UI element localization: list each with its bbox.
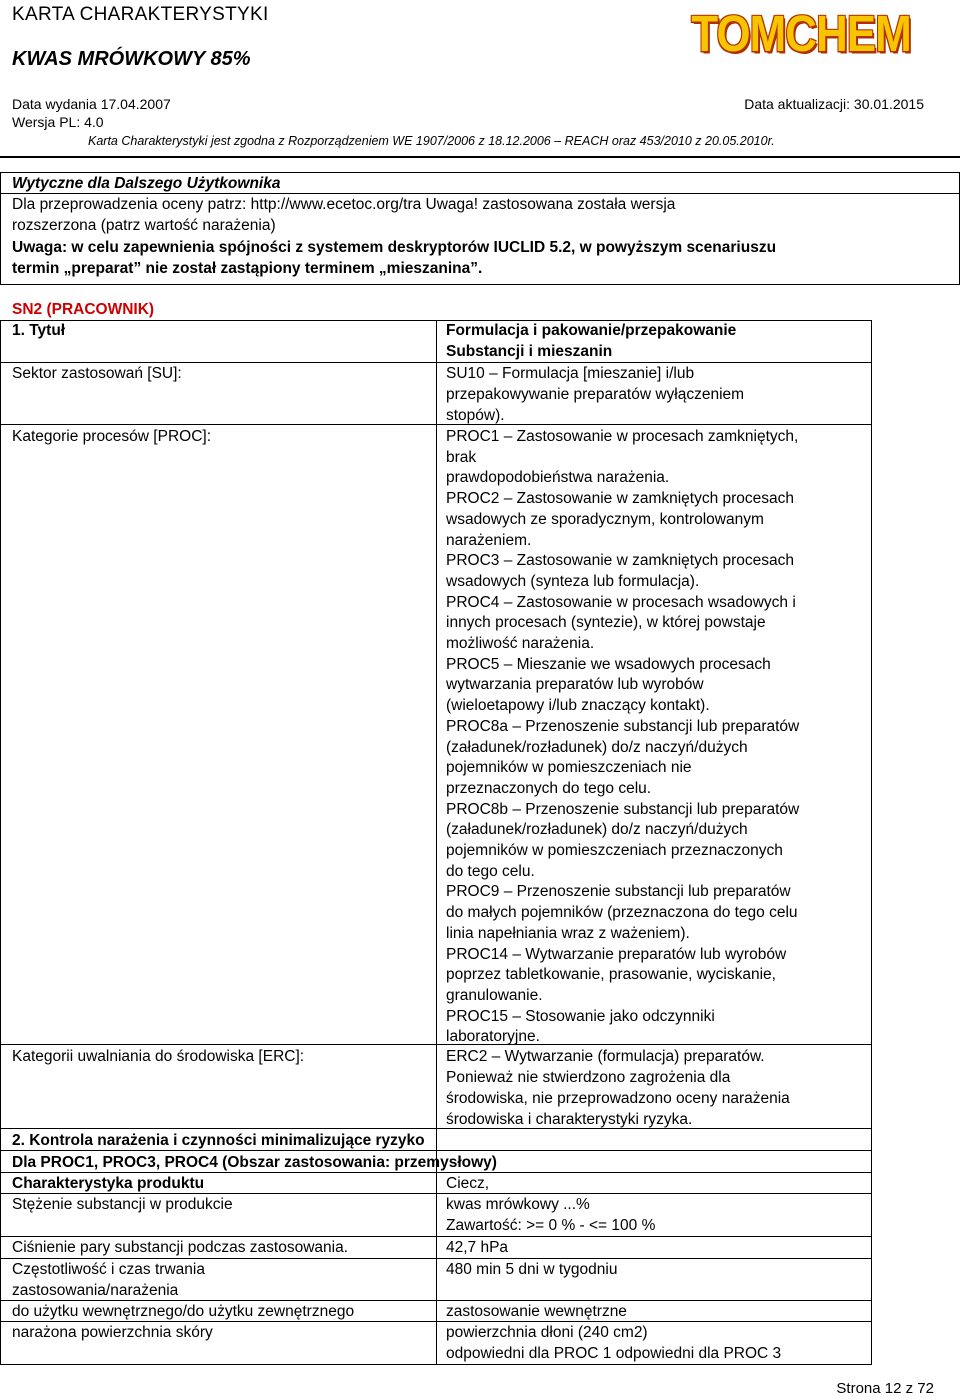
su-label: Sektor zastosowań [SU]: [12, 365, 182, 382]
guidelines-line: Dla przeprowadzenia oceny patrz: http://www.ecetoc.org/tra Uwaga! zastosowana została wersja [12, 196, 676, 213]
row-divider [0, 1044, 872, 1045]
document-type: KARTA CHARAKTERYSTYKI [12, 4, 269, 25]
su-value: przepakowywanie preparatów wyłączeniem [446, 386, 745, 403]
scenario-code: SN2 (PRACOWNIK) [12, 301, 155, 318]
row-value: zastosowanie wewnętrzne [446, 1303, 627, 1320]
page-number: Strona 12 z 72 [836, 1380, 934, 1397]
erc-label: Kategorii uwalniania do środowiska [ERC]: [12, 1048, 305, 1065]
issue-date: Data wydania 17.04.2007 [12, 96, 171, 112]
row-value: odpowiedni dla PROC 1 odpowiedni dla PROC 3 [446, 1345, 782, 1362]
proc-line: możliwość narażenia. [446, 635, 595, 652]
proc-line: PROC9 – Przenoszenie substancji lub preparatów [446, 883, 791, 901]
row-divider [0, 1300, 872, 1301]
proc-line: pojemników w pomieszczeniach przeznaczonych [446, 842, 783, 859]
proc-line: PROC1 – Zastosowanie w procesach zamkniętych, [446, 428, 799, 445]
proc-line: do małych pojemników (przeznaczona do tego celu [446, 904, 798, 922]
update-date: Data aktualizacji: 30.01.2015 [744, 96, 924, 112]
logo-text: TOMCHEM [691, 6, 911, 63]
proc-line: prawdopodobieństwa narażenia. [446, 469, 670, 487]
guidelines-line: rozszerzona (patrz wartość narażenia) [12, 217, 276, 234]
row-divider [0, 1172, 872, 1173]
erc-value: środowiska i charakterystyki ryzyka. [446, 1111, 693, 1128]
row-value: Zawartość: >= 0 % - <= 100 % [446, 1217, 656, 1234]
row-divider [0, 1258, 872, 1259]
proc-line: brak [446, 448, 477, 466]
row-label: Charakterystyka produktu [12, 1175, 205, 1192]
proc-line: PROC3 – Zastosowanie w zamkniętych procesach [446, 552, 795, 570]
proc-line: linia napełniania wraz z ważeniem). [446, 924, 690, 942]
proc-line: laboratoryjne. [446, 1028, 540, 1046]
proc-line: poprzez tabletkowanie, prasowanie, wyciskanie, [446, 966, 776, 984]
proc-line: wsadowych ze sporadycznym, kontrolowanym [446, 510, 764, 528]
row-label: Ciśnienie pary substancji podczas zastosowania. [12, 1239, 349, 1256]
title-value: Formulacja i pakowanie/przepakowanie [446, 322, 737, 339]
proc-line: (załadunek/rozładunek) do/z naczyń/dużych [446, 738, 748, 756]
row-value: powierzchnia dłoni (240 cm2) [446, 1324, 648, 1341]
row-value: Ciecz, [446, 1175, 490, 1192]
row-label: zastosowania/narażenia [12, 1282, 179, 1299]
row-label: narażona powierzchnia skóry [12, 1324, 213, 1341]
proc-line: PROC14 – Wytwarzanie preparatów lub wyrobów [446, 945, 787, 963]
proc-line: wytwarzania preparatów lub wyrobów [446, 676, 704, 694]
proc-line: PROC8a – Przenoszenie substancji lub preparatów [446, 717, 800, 735]
erc-value: ERC2 – Wytwarzanie (formulacja) preparatów. [446, 1048, 765, 1065]
su-value: SU10 – Formulacja [mieszanie] i/lub [446, 365, 695, 382]
erc-value: środowiska, nie przeprowadzono oceny narażenia [446, 1090, 790, 1107]
row-label: Częstotliwość i czas trwania [12, 1261, 205, 1278]
proc-line: (wieloetapowy i/lub znaczący kontakt). [446, 697, 710, 715]
proc-line: PROC8b – Przenoszenie substancji lub preparatów [446, 800, 800, 818]
control-heading: 2. Kontrola narażenia i czynności minimalizujące ryzyko [12, 1132, 425, 1149]
proc-line: PROC5 – Mieszanie we wsadowych procesach [446, 655, 771, 673]
proc-line: PROC15 – Stosowanie jako odczynniki [446, 1007, 715, 1025]
row-divider [0, 1236, 872, 1237]
row-value: 480 min 5 dni w tygodniu [446, 1261, 618, 1278]
proc-line: PROC4 – Zastosowanie w procesach wsadowych i [446, 593, 796, 611]
proc-line: pojemników w pomieszczeniach nie [446, 759, 692, 777]
row-value: kwas mrówkowy ...% [446, 1196, 590, 1213]
row-value: 42,7 hPa [446, 1239, 509, 1256]
proc-line: narażeniem. [446, 531, 532, 549]
proc-line: wsadowych (synteza lub formulacja). [446, 572, 700, 590]
column-divider [436, 320, 437, 1365]
su-value: stopów). [446, 407, 505, 424]
erc-value: Ponieważ nie stwierdzono zagrożenia dla [446, 1069, 731, 1086]
company-logo [676, 2, 926, 68]
title-label: 1. Tytuł [12, 322, 66, 339]
row-label: Stężenie substancji w produkcie [12, 1196, 233, 1213]
header-divider [0, 156, 960, 158]
proc-line: PROC2 – Zastosowanie w zamkniętych procesach [446, 490, 795, 508]
title-value: Substancji i mieszanin [446, 343, 613, 360]
guidelines-title: Wytyczne dla Dalszego Użytkownika [12, 175, 281, 192]
guidelines-line: termin „preparat” nie został zastąpiony terminem „mieszanina”. [12, 260, 483, 277]
row-divider [0, 1193, 872, 1194]
version: Wersja PL: 4.0 [12, 114, 104, 130]
proc-line: innych procesach (syntezie), w której powstaje [446, 614, 766, 632]
proc-line: (załadunek/rozładunek) do/z naczyń/dużych [446, 821, 748, 839]
proc-label: Kategorie procesów [PROC]: [12, 428, 212, 445]
guidelines-line: Uwaga: w celu zapewnienia spójności z systemem deskryptorów IUCLID 5.2, w powyższym scenariuszu [12, 239, 777, 256]
control-subheading: Dla PROC1, PROC3, PROC4 (Obszar zastosowania: przemysłowy) [12, 1154, 497, 1171]
compliance-note: Karta Charakterystyki jest zgodna z Rozporządzeniem WE 1907/2006 z 18.12.2006 – REACH oraz 453/2010 z 20.05.2010r. [88, 134, 775, 148]
row-label: do użytku wewnętrznego/do użytku zewnętrznego [12, 1303, 355, 1320]
proc-line: do tego celu. [446, 862, 535, 880]
proc-line: granulowanie. [446, 986, 543, 1004]
row-divider [0, 424, 872, 425]
product-name: KWAS MRÓWKOWY 85% [12, 48, 251, 70]
row-divider [0, 1128, 872, 1129]
proc-line: przeznaczonych do tego celu. [446, 779, 652, 797]
row-divider [0, 1321, 872, 1322]
